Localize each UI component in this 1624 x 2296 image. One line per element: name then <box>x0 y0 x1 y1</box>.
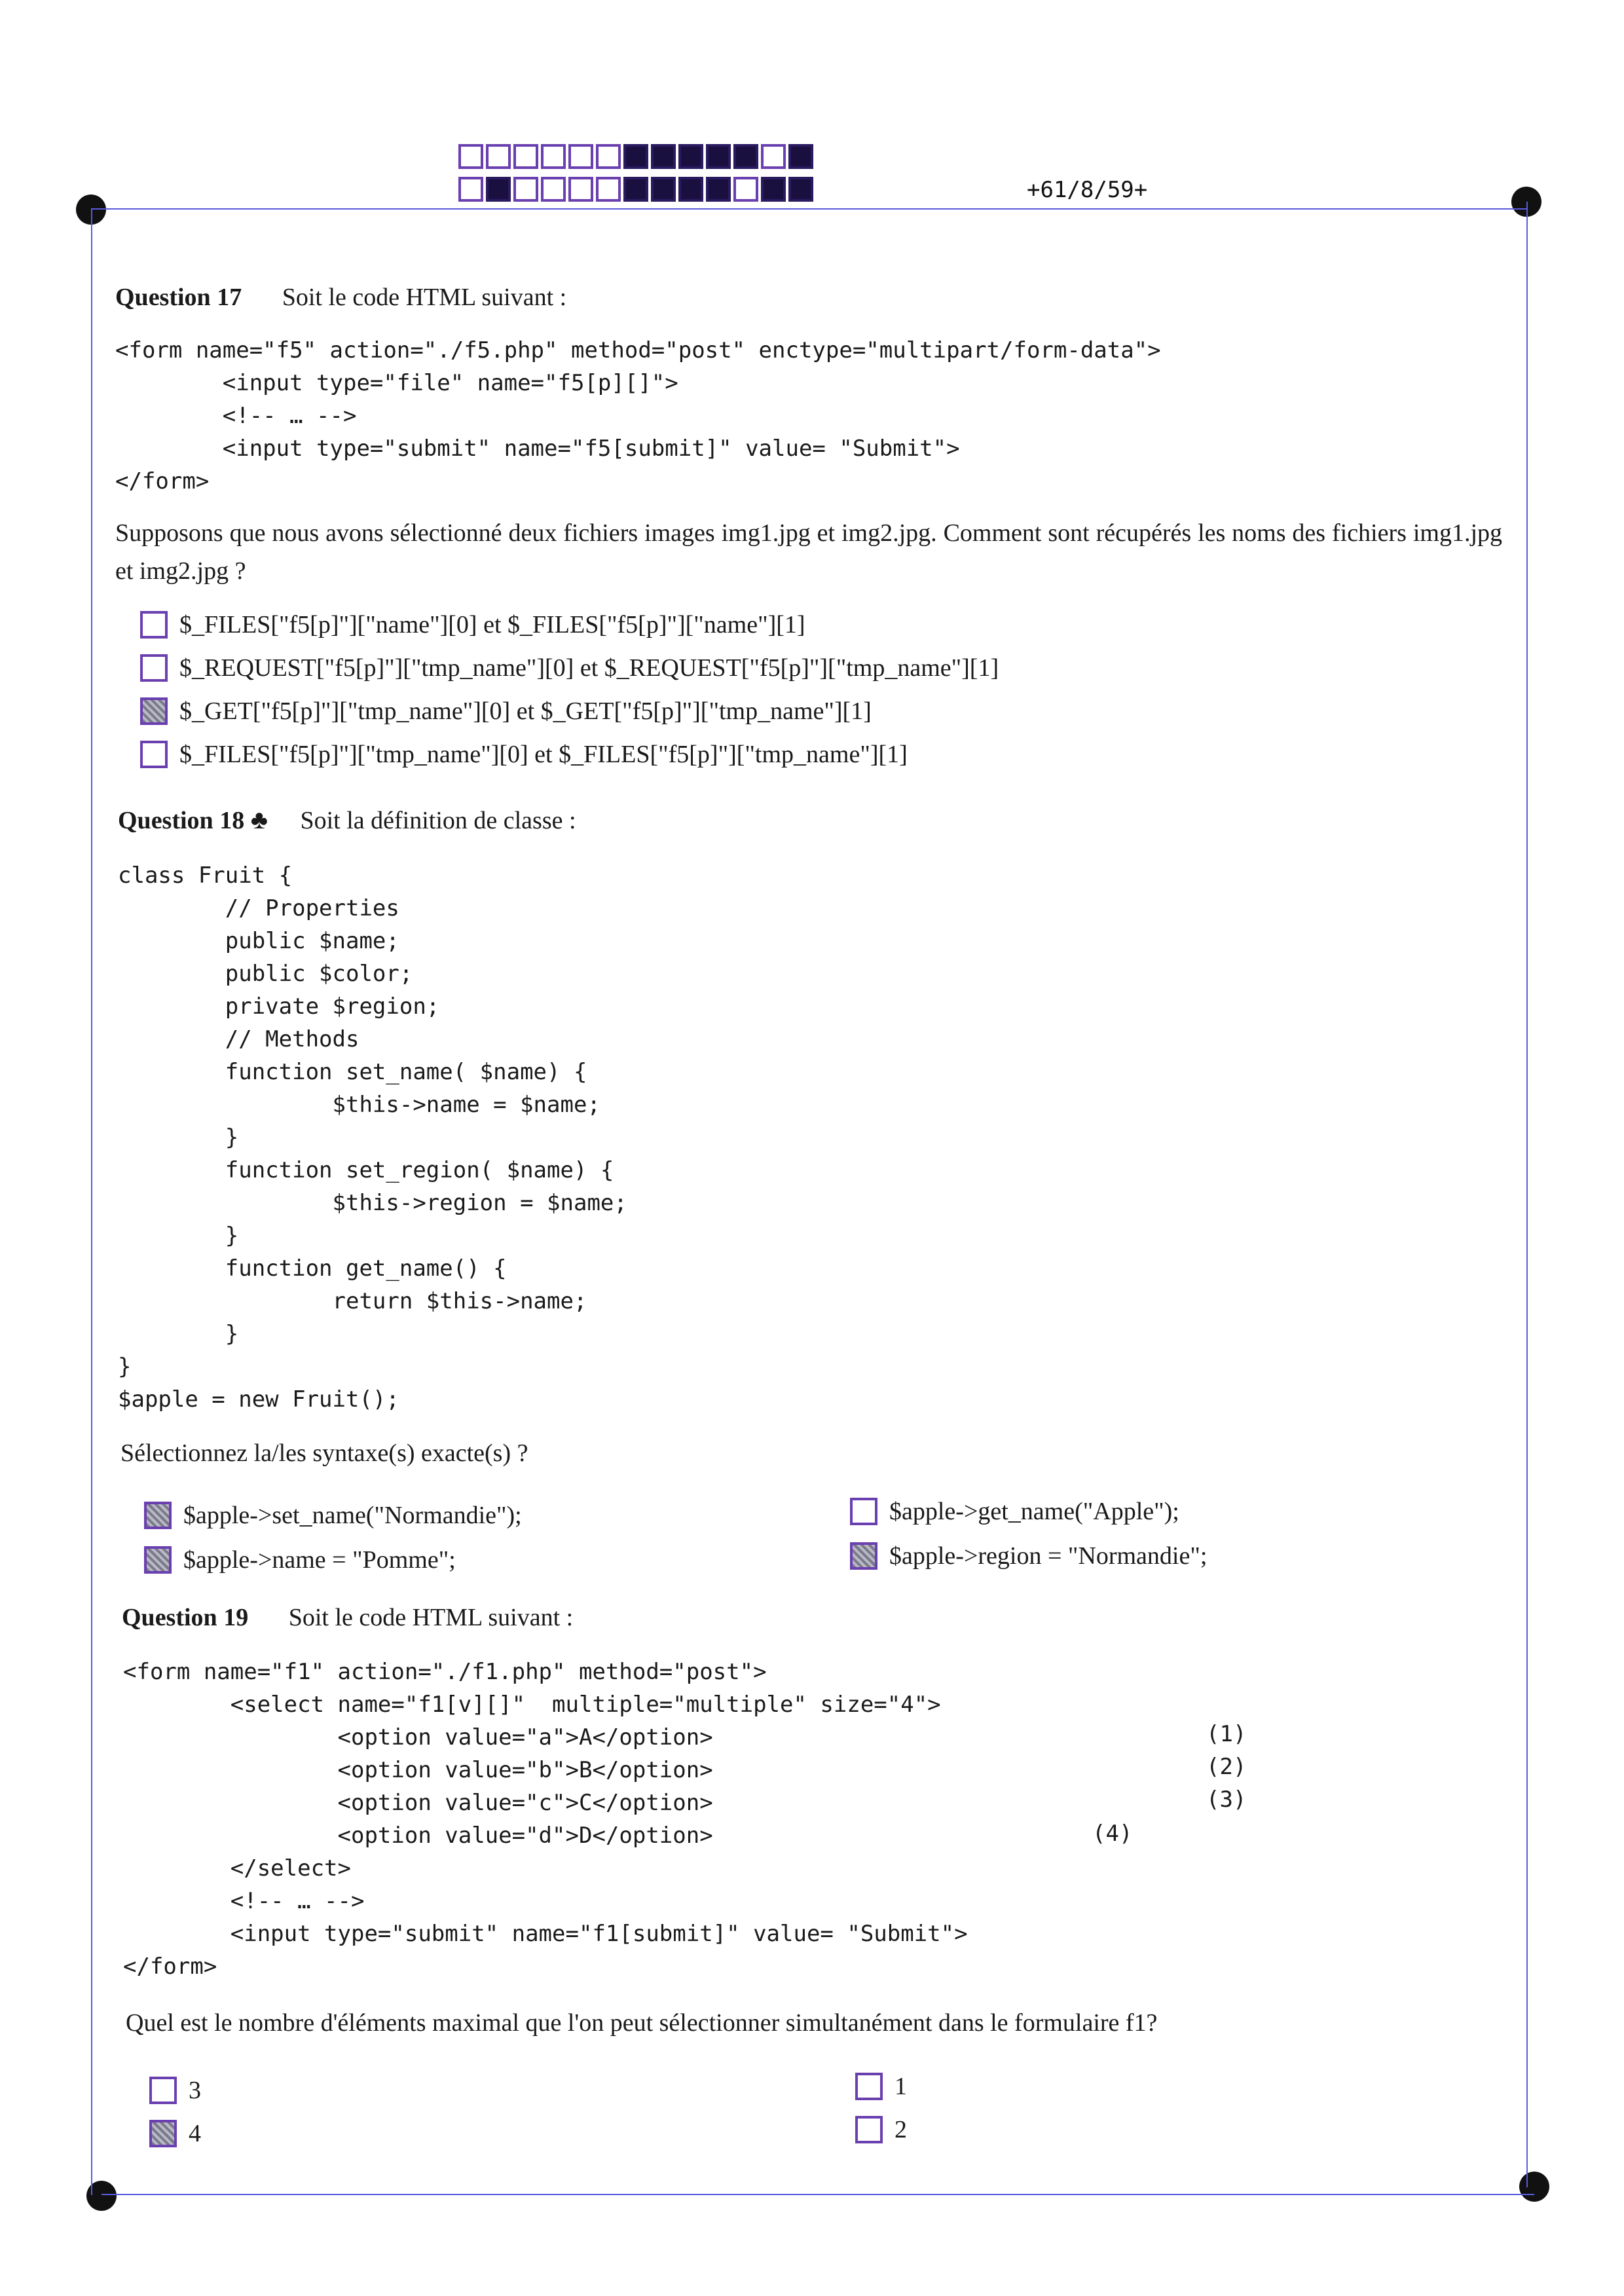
question-18-prompt: Soit la définition de classe : <box>300 807 576 834</box>
q17-option-2[interactable] <box>140 654 999 682</box>
q18-option-2-label: $apple->name = "Pomme"; <box>183 1546 456 1574</box>
question-17-prompt: Soit le code HTML suivant : <box>282 284 567 311</box>
barcode-cell <box>541 177 566 202</box>
question-19-prompt: Soit le code HTML suivant : <box>288 1604 574 1631</box>
barcode-cell <box>706 144 731 169</box>
barcode-cell <box>788 177 813 202</box>
barcode-cell <box>568 177 593 202</box>
q18-option-4[interactable] <box>850 1542 1207 1570</box>
question-19-code: <form name="f1" action="./f1.php" method="post"> <select name="f1[v][]" multiple="multiple" size="4"> <option value="a">A</option> <option value="b">B</option> <option value="c">C</option> <option value="d">D</option> </select> <!-- … --> <input type="submit" name="f1[submit]" value= "Submit"> </form> <box>123 1659 968 1980</box>
q18-option-1-checkbox[interactable] <box>144 1502 172 1529</box>
barcode-cell <box>541 144 566 169</box>
barcode-cell <box>623 177 648 202</box>
q19-option-1[interactable] <box>149 2076 201 2105</box>
barcode-cell <box>761 144 786 169</box>
barcode-row-1 <box>458 144 813 169</box>
q18-option-3[interactable] <box>850 1497 1179 1526</box>
barcode-cell <box>458 144 483 169</box>
q19-option-4[interactable] <box>855 2115 907 2144</box>
q18-option-4-checkbox[interactable] <box>850 1542 877 1570</box>
page-serial: +61/8/59+ <box>1027 177 1148 203</box>
barcode-row-2 <box>458 177 813 202</box>
q17-option-3[interactable] <box>140 697 872 726</box>
q18-option-4-label: $apple->region = "Normandie"; <box>889 1542 1208 1570</box>
barcode-cell <box>596 177 621 202</box>
frame-bottom <box>101 2194 1534 2195</box>
q18-option-2-checkbox[interactable] <box>144 1546 172 1574</box>
q19-option-4-checkbox[interactable] <box>855 2116 883 2143</box>
question-19-question: Quel est le nombre d'éléments maximal que l'on peut sélectionner simultanément dans le formulaire f1? <box>126 2009 1158 2037</box>
barcode-cell <box>651 144 676 169</box>
barcode-cell <box>486 144 511 169</box>
q17-option-4-checkbox[interactable] <box>140 741 168 768</box>
barcode-cell <box>513 177 538 202</box>
option-marker-1: (1) <box>1206 1721 1247 1747</box>
q19-option-4-label: 2 <box>895 2116 907 2143</box>
q18-option-2[interactable] <box>144 1546 456 1574</box>
barcode-cell <box>678 144 703 169</box>
q19-option-3-checkbox[interactable] <box>855 2073 883 2100</box>
barcode-cell <box>733 177 758 202</box>
q17-option-3-checkbox[interactable] <box>140 697 168 725</box>
question-17-label: Question 17 <box>115 284 242 311</box>
barcode-cell <box>513 144 538 169</box>
option-marker-4: (4) <box>1092 1821 1133 1847</box>
q17-option-1[interactable] <box>140 610 805 639</box>
barcode-cell <box>486 177 511 202</box>
question-17-code: <form name="f5" action="./f5.php" method="post" enctype="multipart/form-data"> <input type="file" name="f5[p][]"> <!-- … --> <input type="submit" name="f5[submit]" value= "Submit"> </form> <box>115 337 1161 494</box>
question-19-heading <box>122 1603 573 1632</box>
multiple-answer-club-icon: ♣ <box>250 805 268 834</box>
barcode-cell <box>788 144 813 169</box>
q18-option-3-label: $apple->get_name("Apple"); <box>889 1498 1179 1525</box>
barcode-cell <box>596 144 621 169</box>
q18-option-1[interactable] <box>144 1501 522 1530</box>
barcode-cell <box>623 144 648 169</box>
frame-right <box>1526 202 1528 2187</box>
barcode-cell <box>651 177 676 202</box>
question-17-heading <box>115 283 566 312</box>
option-marker-2: (2) <box>1206 1754 1247 1780</box>
frame-left <box>91 208 92 2195</box>
question-19-label: Question 19 <box>122 1604 249 1631</box>
q19-option-1-label: 3 <box>189 2077 201 2104</box>
corner-mark-bottom-right <box>1519 2172 1549 2202</box>
q19-option-1-checkbox[interactable] <box>149 2077 177 2104</box>
q17-option-1-label: $_FILES["f5[p]"]["name"][0] et $_FILES["f5[p]"]["name"][1] <box>179 611 805 639</box>
q19-option-2[interactable] <box>149 2119 201 2148</box>
barcode-cell <box>706 177 731 202</box>
q17-option-4[interactable] <box>140 740 908 769</box>
q19-option-2-label: 4 <box>189 2120 201 2147</box>
question-18-heading <box>118 804 576 835</box>
q17-option-3-label: $_GET["f5[p]"]["tmp_name"][0] et $_GET["f5[p]"]["tmp_name"][1] <box>179 697 872 725</box>
q19-option-3-label: 1 <box>895 2073 907 2100</box>
question-18-label: Question 18 <box>118 807 245 834</box>
q17-option-1-checkbox[interactable] <box>140 611 168 639</box>
barcode-cell <box>678 177 703 202</box>
question-17-question: Supposons que nous avons sélectionné deux fichiers images img1.jpg et img2.jpg. Comment sont récupérés les noms des fichiers img1.jpg et img2.jpg ? <box>115 519 1502 585</box>
q18-option-1-label: $apple->set_name("Normandie"); <box>183 1502 522 1529</box>
question-18-question: Sélectionnez la/les syntaxe(s) exacte(s) ? <box>120 1439 528 1467</box>
q19-option-3[interactable] <box>855 2072 907 2101</box>
q17-option-4-label: $_FILES["f5[p]"]["tmp_name"][0] et $_FILES["f5[p]"]["tmp_name"][1] <box>179 741 908 768</box>
option-marker-3: (3) <box>1206 1787 1247 1813</box>
q18-option-3-checkbox[interactable] <box>850 1498 877 1525</box>
question-18-code: class Fruit { // Properties public $name; public $color; private $region; // Methods function set_name( $name) { $this->name = $name; } function set_region( $name) { $this->region = $name; } function get_name() { return $this->name; } } $apple = new Fruit(); <box>118 862 627 1413</box>
barcode-cell <box>458 177 483 202</box>
q19-option-2-checkbox[interactable] <box>149 2120 177 2147</box>
q17-option-2-checkbox[interactable] <box>140 654 168 682</box>
barcode-cell <box>568 144 593 169</box>
barcode-cell <box>733 144 758 169</box>
frame-top <box>91 208 1526 210</box>
q17-option-2-label: $_REQUEST["f5[p]"]["tmp_name"][0] et $_REQUEST["f5[p]"]["tmp_name"][1] <box>179 654 999 682</box>
barcode-cell <box>761 177 786 202</box>
